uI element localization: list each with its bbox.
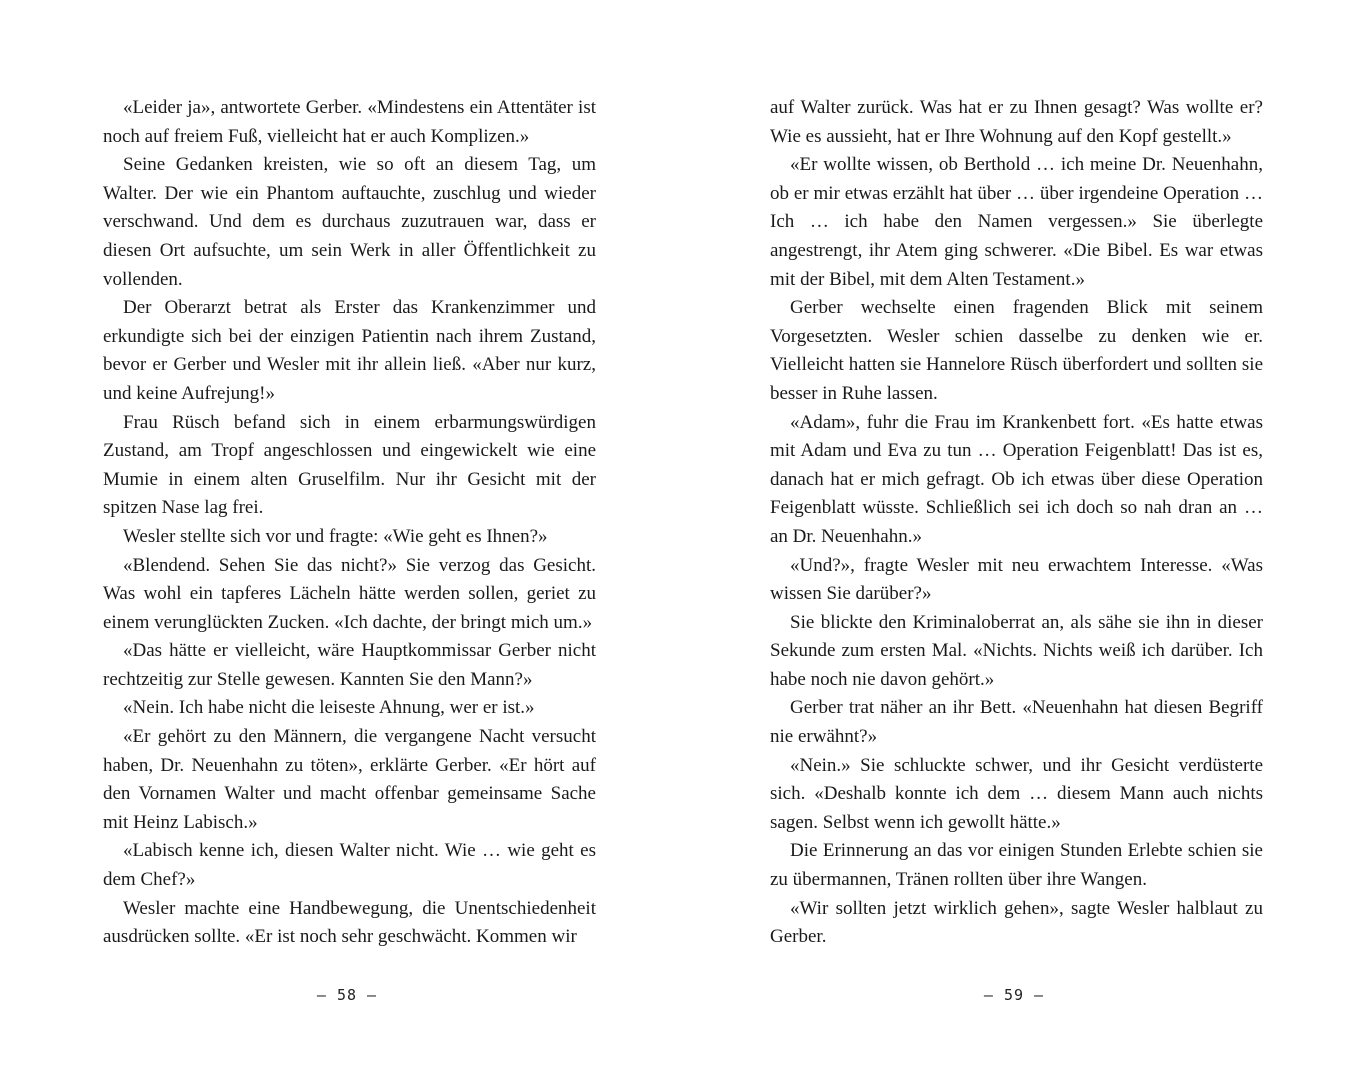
paragraph: Frau Rüsch befand sich in einem erbarmungswürdigen Zustand, am Tropf angeschlossen und eingewickelt wie eine Mumie in einem alten Gruselfilm. Nur ihr Gesicht mit der spitzen Nase lag frei. — [103, 411, 596, 519]
paragraph: «Wir sollten jetzt wirklich gehen», sagte Wesler halblaut zu Gerber. — [770, 897, 1263, 948]
paragraph: Der Oberarzt betrat als Erster das Krankenzimmer und erkundigte sich bei der einzigen Patientin nach ihrem Zustand, bevor er Gerber und Wesler mit ihr allein ließ. «Aber nur kurz, und keine Aufrejung!» — [103, 297, 596, 404]
paragraph: Gerber trat näher an ihr Bett. «Neuenhahn hat diesen Begriff nie erwähnt?» — [770, 697, 1263, 748]
paragraph: «Das hätte er vielleicht, wäre Hauptkommissar Gerber nicht rechtzeitig zur Stelle gewesen. Kannten Sie den Mann?» — [103, 640, 596, 690]
paragraph: «Er wollte wissen, ob Berthold … ich meine Dr. Neuenhahn, ob er mir etwas erzählt hat über … über irgendeine Operation … Ich … ich habe den Namen vergessen.» Sie überlegte angestrengt, ihr Atem ging schwerer. «Die Bibel. Es war etwas mit der Bibel, mit dem Alten Testament.» — [770, 154, 1263, 290]
paragraph: «Nein. Ich habe nicht die leiseste Ahnung, wer er ist.» — [123, 697, 535, 719]
paragraph: «Adam», fuhr die Frau im Krankenbett fort. «Es hatte etwas mit Adam und Eva zu tun … Operation Feigenblatt! Das ist es, danach hat er mich gefragt. Ob ich etwas über diese Operation Feigenblatt wüsste. Schließlich sei ich doch so nah dran an … an Dr. Neuenhahn.» — [770, 411, 1263, 547]
paragraph: Sie blickte den Kriminaloberrat an, als sähe sie ihn in dieser Sekunde zum ersten Mal. «Nichts. Nichts weiß ich darüber. Ich habe noch nie davon gehört.» — [770, 611, 1263, 690]
paragraph-continuation: auf Walter zurück. Was hat er zu Ihnen gesagt? Was wollte er? Wie es aussieht, hat er Ihre Wohnung auf den Kopf gestellt.» — [770, 97, 1263, 147]
paragraph: «Labisch kenne ich, diesen Walter nicht. Wie … wie geht es dem Chef?» — [103, 840, 596, 891]
paragraph: «Und?», fragte Wesler mit neu erwachtem Interesse. «Was wissen Sie darüber?» — [770, 554, 1263, 605]
right-page — [770, 94, 1263, 952]
paragraph: «Nein.» Sie schluckte schwer, und ihr Gesicht verdüsterte sich. «Deshalb konnte ich dem … diesem Mann auch nichts sagen. Selbst wenn ich gewollt hätte.» — [770, 754, 1263, 833]
paragraph: Die Erinnerung an das vor einigen Stunden Erlebte schien sie zu übermannen, Tränen rollten über ihre Wangen. — [770, 840, 1263, 891]
left-page — [103, 94, 596, 952]
paragraph: «Er gehört zu den Männern, die vergangene Nacht versucht haben, Dr. Neuenhahn zu töten», erklärte Gerber. «Er hört auf den Vornamen Walter und macht offenbar gemeinsame Sache mit Heinz Labisch.» — [103, 726, 596, 833]
page-number-right: – 59 – — [983, 986, 1045, 1004]
paragraph: «Blendend. Sehen Sie das nicht?» Sie verzog das Gesicht. Was wohl ein tapferes Lächeln hätte werden sollen, geriet zu einem verunglückten Zucken. «Ich dachte, der bringt mich um.» — [103, 554, 596, 633]
paragraph: Wesler machte eine Handbewegung, die Unentschiedenheit ausdrücken sollte. «Er ist noch sehr geschwächt. Kommen wir — [103, 897, 596, 948]
paragraph: Seine Gedanken kreisten, wie so oft an diesem Tag, um Walter. Der wie ein Phantom auftauchte, zuschlug und wieder verschwand. Und dem es durchaus zuzutrauen war, dass er diesen Ort aufsuchte, um sein Werk in aller Öffentlichkeit zu vollenden. — [103, 154, 596, 290]
page-number-left: – 58 – — [316, 986, 378, 1004]
paragraph: Wesler stellte sich vor und fragte: «Wie geht es Ihnen?» — [123, 525, 548, 547]
paragraph: «Leider ja», antwortete Gerber. «Mindestens ein Attentäter ist noch auf freiem Fuß, vielleicht hat er auch Komplizen.» — [103, 97, 596, 147]
paragraph: Gerber wechselte einen fragenden Blick mit seinem Vorgesetzten. Wesler schien dasselbe zu denken wie er. Vielleicht hatten sie Hannelore Rüsch überfordert und sollten sie besser in Ruhe lassen. — [770, 297, 1263, 404]
